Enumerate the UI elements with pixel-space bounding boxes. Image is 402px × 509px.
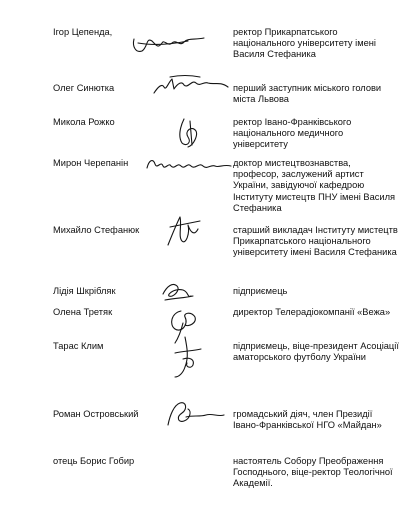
signatory-name: Тарас Клим [53, 341, 104, 351]
signatory-name: Роман Островський [53, 409, 139, 419]
handwritten-signature [143, 154, 235, 176]
signatory-role: настоятель Собору Преображення Господнього, віце-ректор Теологічної Академії. [233, 456, 393, 489]
signatory-role: доктор мистецтвознавства, професор, заслужений артист України, завідуючої кафедрою Інституту мистецтв ПНУ імені Василя Стефаника [233, 158, 396, 213]
handwritten-signature [150, 65, 232, 105]
signatory-name: Лідія Шкрібляк [53, 286, 116, 296]
handwritten-signature [170, 115, 210, 151]
signatory-name: Микола Рожко [53, 117, 115, 127]
handwritten-signature [167, 333, 207, 381]
signatory-role: старший викладач Інституту мистецтв Прикарпатського національного університету імені Василя Стефаника [233, 225, 398, 258]
signatory-name: Ігор Цепенда, [53, 27, 113, 37]
handwritten-signature [157, 276, 197, 306]
signatory-name: Михайло Стефанюк [53, 225, 140, 235]
handwritten-signature [160, 211, 204, 251]
signatory-role: ректор Івано-Франківського національного медичного університету [233, 117, 352, 150]
handwritten-signature [128, 29, 208, 59]
signatory-name: Мирон Черепанін [53, 158, 129, 168]
signatory-role: директор Телерадіокомпанії «Вежа» [233, 307, 391, 317]
signatory-role: підприємець [233, 286, 288, 296]
signatory-name: отець Борис Гобир [53, 456, 135, 466]
signatory-name: Олег Синютка [53, 83, 115, 93]
signatory-role: підприємець, віце-президент Асоціації аматорського футболу України [233, 341, 399, 363]
signatory-name: Олена Третяк [53, 307, 113, 317]
signatory-role: ректор Прикарпатського національного університету імені Василя Стефаника [233, 27, 376, 60]
handwritten-signature [158, 395, 228, 435]
signatory-role: громадський діяч, член Президії Івано-Франківської НГО «Майдан» [233, 409, 382, 431]
signatory-role: перший заступник міського голови міста Львова [233, 83, 382, 105]
